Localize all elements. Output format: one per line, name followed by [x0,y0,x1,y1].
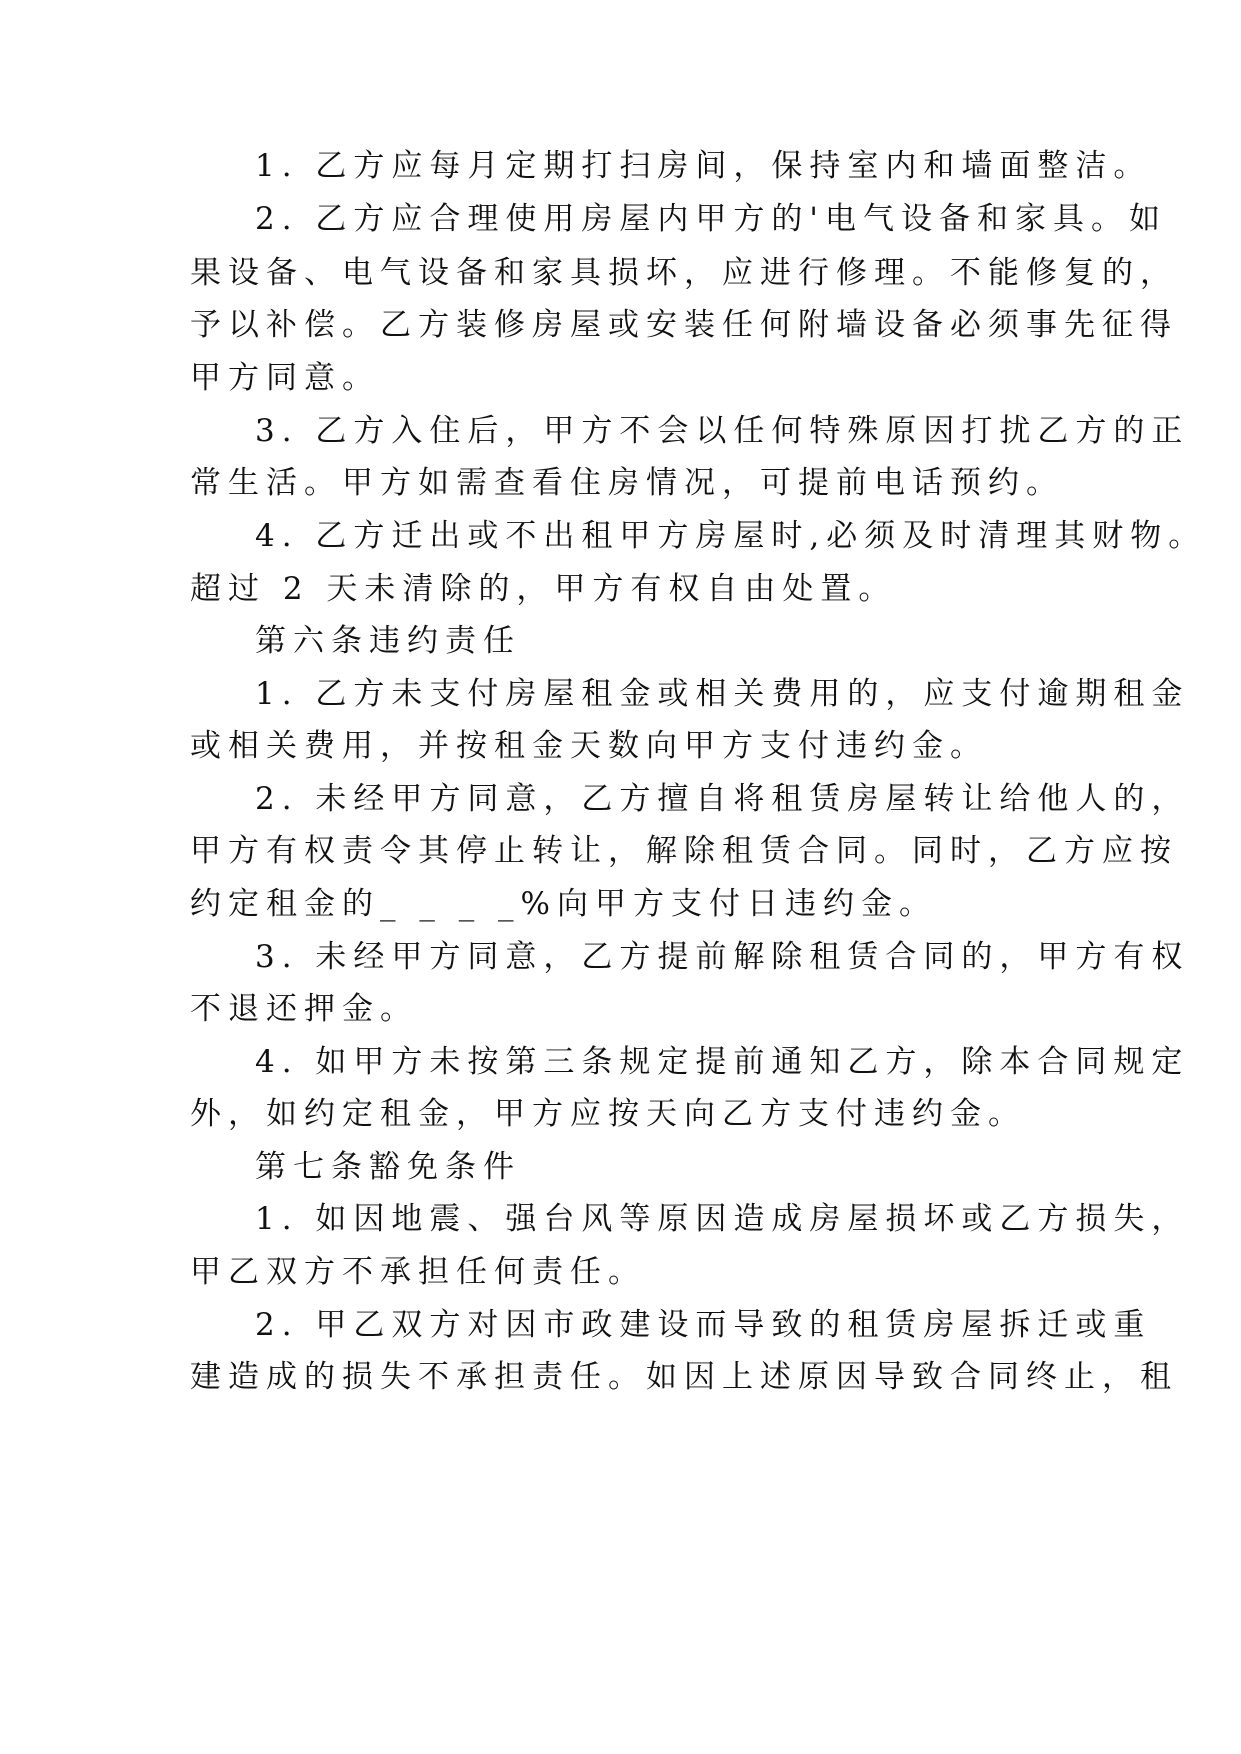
clause-7-item-1-line-2: 甲乙双方不承担任何责任。 [190,1254,646,1290]
clause-7-item-2-line-2: 建造成的损失不承担责任。如因上述原因导致合同终止，租 [190,1359,1178,1395]
clause-5-item-2-line-3: 予以补偿。乙方装修房屋或安装任何附墙设备必须事先征得 [190,307,1178,343]
clause-6-item-1-line-1: 1. 乙方未支付房屋租金或相关费用的，应支付逾期租金 [255,676,1190,712]
clause-7-item-1-line-1: 1. 如因地震、强台风等原因造成房屋损坏或乙方损失， [255,1201,1190,1237]
clause-6-item-2-line-2: 甲方有权责令其停止转让，解除租赁合同。同时，乙方应按 [190,833,1178,869]
clause-5-item-2-line-4: 甲方同意。 [190,360,380,396]
section-heading-6: 第六条违约责任 [255,623,521,659]
clause-6-item-3-line-2: 不退还押金。 [190,991,418,1027]
clause-5-item-2-line-1: 2. 乙方应合理使用房屋内甲方的'电气设备和家具。如 [255,201,1167,237]
clause-5-item-1-line-1: 1. 乙方应每月定期打扫房间，保持室内和墙面整洁。 [255,148,1152,184]
clause-5-item-4-line-2: 超过 2 天未清除的，甲方有权自由处置。 [190,571,897,607]
clause-5-item-4-line-1: 4. 乙方迁出或不出租甲方房屋时,必须及时清理其财物。 [255,518,1207,554]
clause-6-item-1-line-2: 或相关费用，并按租金天数向甲方支付违约金。 [190,728,988,764]
clause-5-item-2-line-2: 果设备、电气设备和家具损坏，应进行修理。不能修复的， [190,255,1178,291]
clause-6-item-2-line-1: 2. 未经甲方同意，乙方擅自将租赁房屋转让给他人的， [255,781,1190,817]
clause-6-item-2-line-3: 约定租金的_ _ _ _%向甲方支付日违约金。 [190,886,938,922]
clause-6-item-4-line-1: 4. 如甲方未按第三条规定提前通知乙方，除本合同规定 [255,1044,1190,1080]
clause-6-item-4-line-2: 外，如约定租金，甲方应按天向乙方支付违约金。 [190,1096,1026,1132]
clause-5-item-3-line-2: 常生活。甲方如需查看住房情况，可提前电话预约。 [190,465,1064,501]
clause-5-item-3-line-1: 3. 乙方入住后，甲方不会以任何特殊原因打扰乙方的正 [255,413,1190,449]
section-heading-7: 第七条豁免条件 [255,1149,521,1185]
clause-7-item-2-line-1: 2. 甲乙双方对因市政建设而导致的租赁房屋拆迁或重 [255,1307,1152,1343]
clause-6-item-3-line-1: 3. 未经甲方同意，乙方提前解除租赁合同的，甲方有权 [255,939,1190,975]
